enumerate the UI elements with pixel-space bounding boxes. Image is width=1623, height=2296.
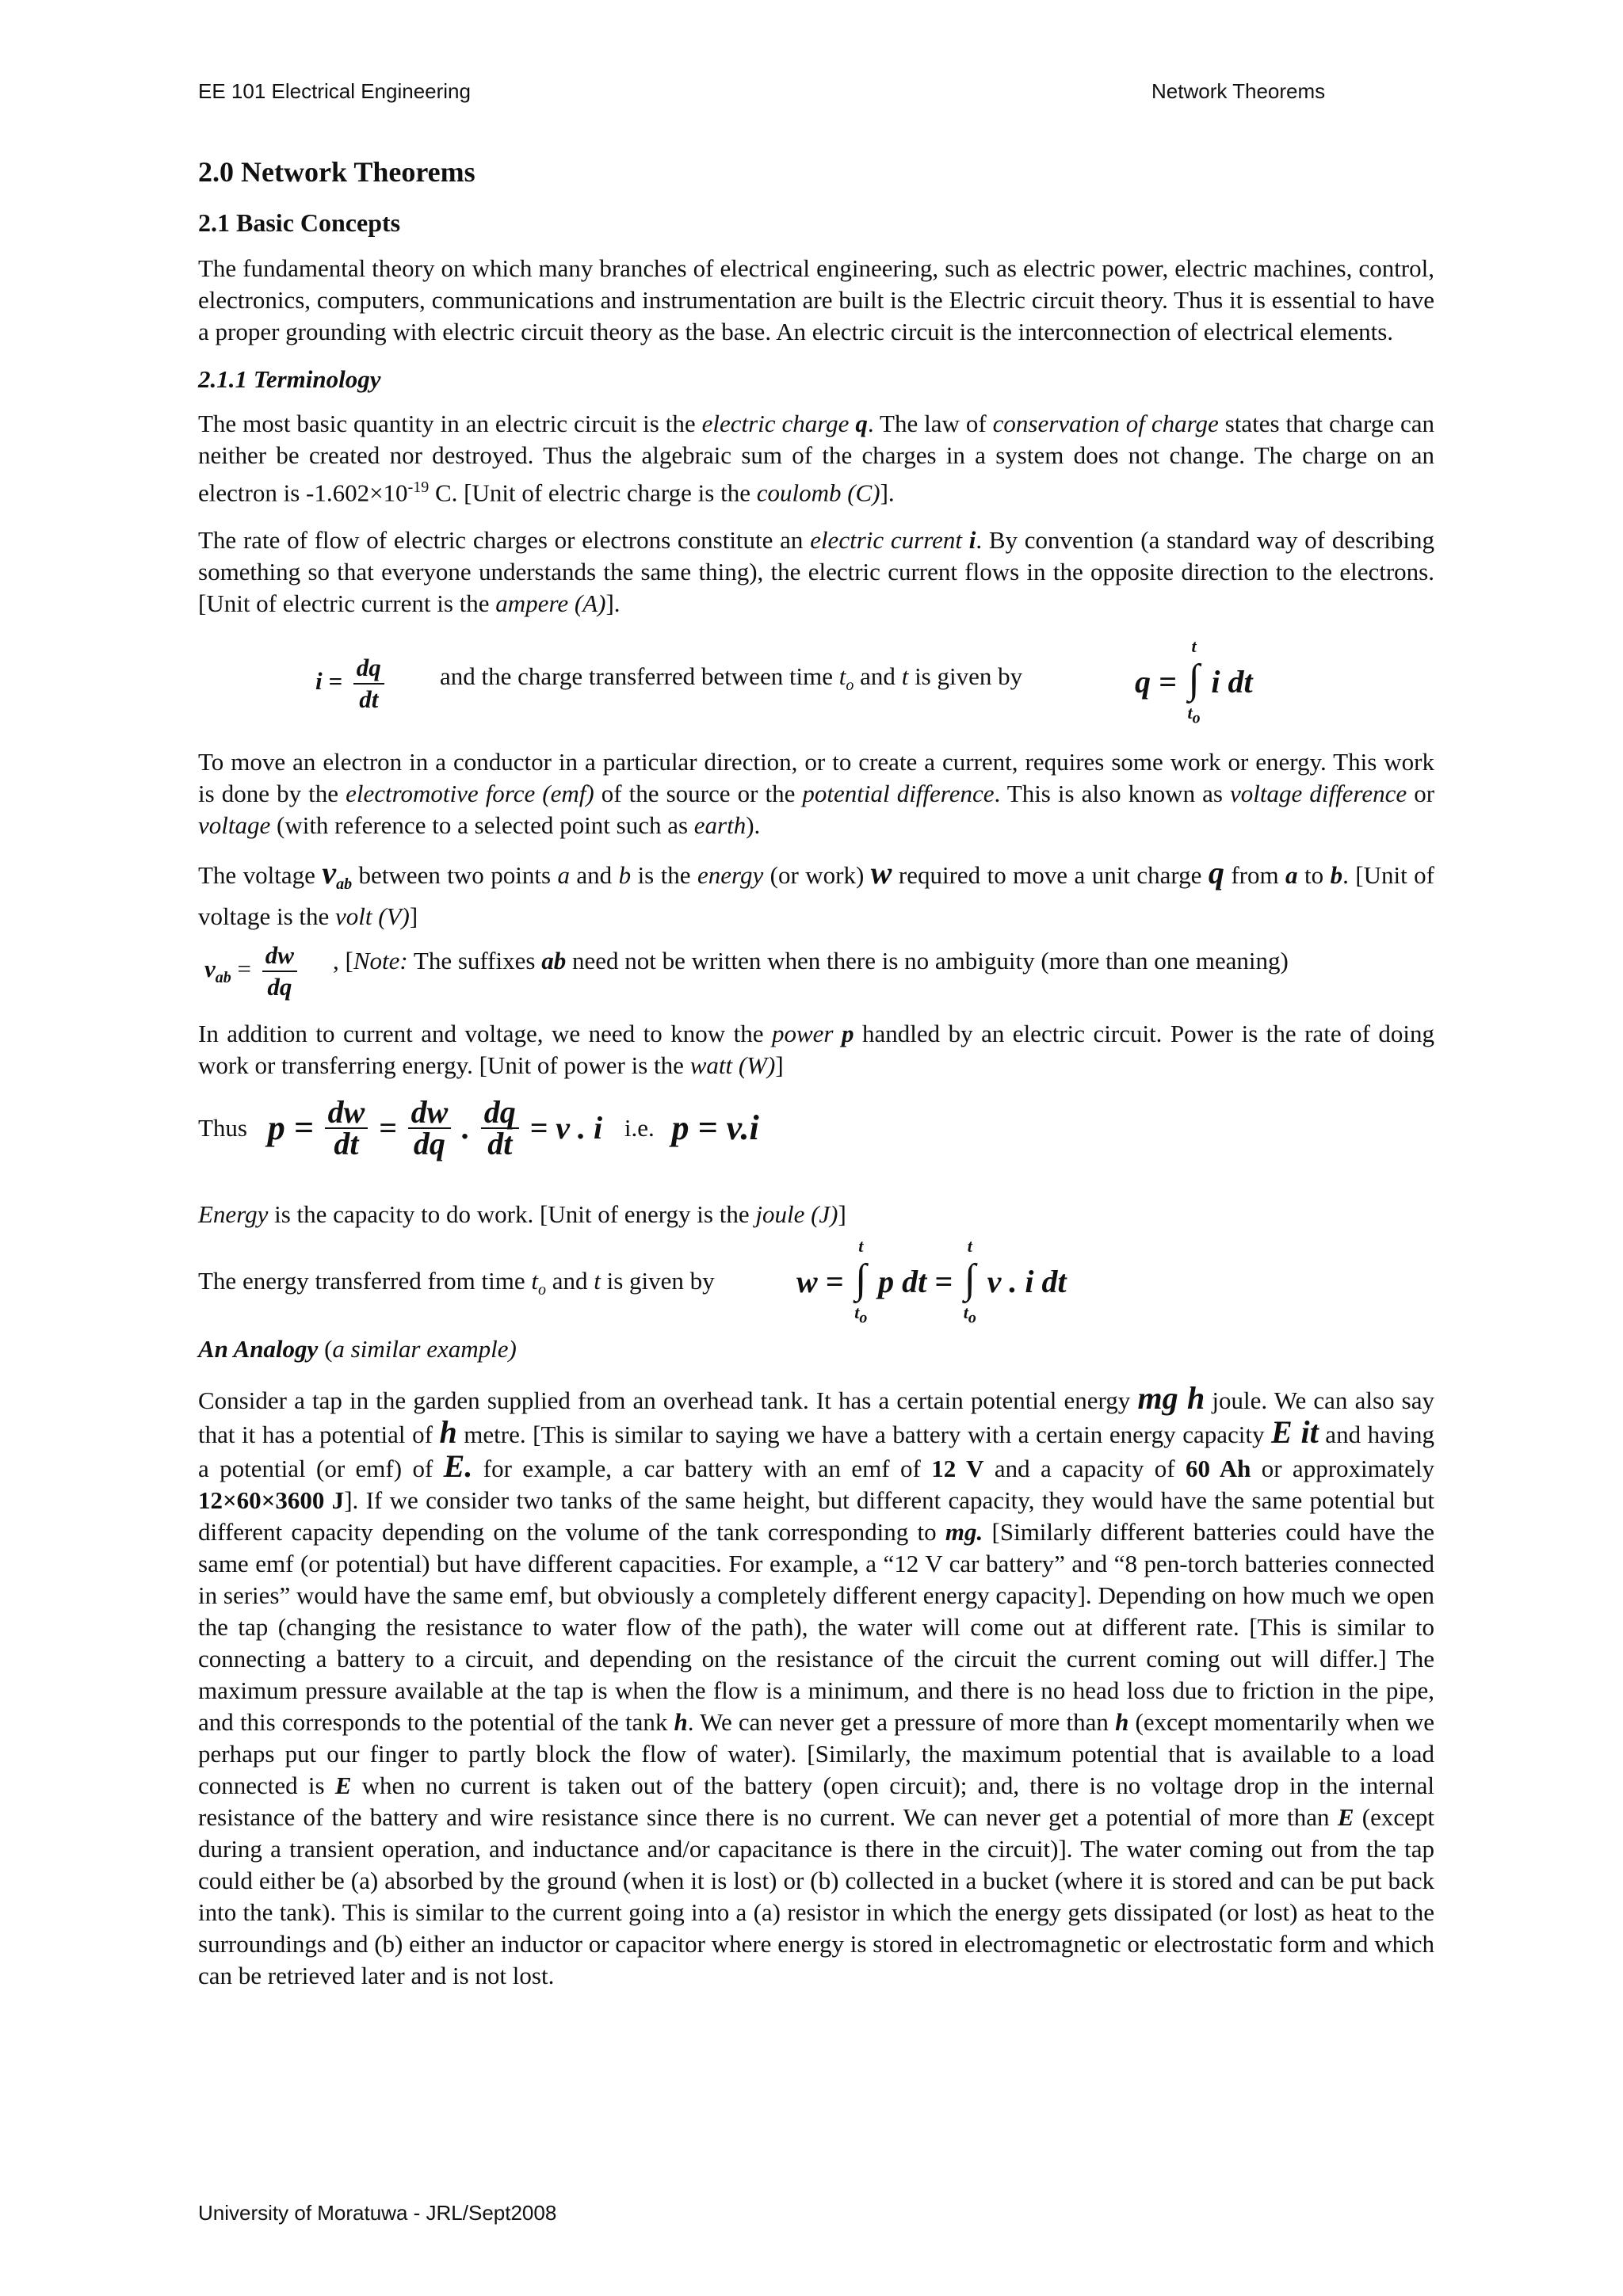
power-equation-row bbox=[198, 1093, 1434, 1191]
suffix-note: , [Note: The suffixes ab need not be written when there is no ambiguity (more than one meaning) bbox=[333, 946, 1289, 974]
current-paragraph: The rate of flow of electric charges or electrons constitute an electric current i. By convention (a standard way of describing something so that everyone understands the same thing), the electric current flows in the opposite direction to the electrons. [Unit of electric current is the ampere (A)]. bbox=[198, 526, 1434, 618]
charge-integral: q = t ∫ $t_o$ i dt bbox=[1135, 636, 1253, 727]
subsubsection-heading: 2.1.1 Terminology bbox=[198, 365, 381, 393]
voltage-derivative: $v_{ab}$ = $\frac{dw}{dq}$ bbox=[204, 940, 302, 1002]
charge-transfer-text: and the charge transferred between time $t_o$ and t is given by bbox=[440, 662, 1023, 695]
power-equation: Thus p = $\frac{dw}{dt}$ = $\frac{dw}{dq}$ . $\frac{dq}{dt}$ = v . i i.e. p = v.i bbox=[198, 1093, 759, 1161]
current-equation-row bbox=[198, 635, 1434, 738]
energy-paragraph: Energy is the capacity to do work. [Unit of energy is the joule (J)] bbox=[198, 1199, 846, 1228]
subsection-heading: 2.1 Basic Concepts bbox=[198, 208, 401, 237]
energy-transfer-text: The energy transferred from time $t_o$ and t is given by bbox=[198, 1266, 715, 1299]
voltage-paragraph: The voltage $v_{ab}$ between two points a and b is the energy (or work) w required to move a unit charge q from a to b. [Unit of voltage is the volt (V)] bbox=[198, 855, 1434, 930]
analogy-paragraph: Consider a tap in the garden supplied from an overhead tank. It has a certain potential energy mg h joule. We can also say that it has a potential of h metre. [This is similar to saying we have a battery with a certain energy capacity E it and having a potential (or emf) of E. for example, a car battery with an emf of 12 V and a capacity of 60 Ah or approximately 12×60×3600 J]. If we consider two tanks of the same height, but different capacity, they would have the same potential but different capacity depending on the volume of the tank corresponding to mg. [Similarly different batteries could have the same emf (or potential) but have different capacities. For example, a “12 V car battery” and “8 pen-torch batteries connected in series” would have the same emf, but obviously a completely different energy capacity]. Depending on how much we open the tap (changing the resistance to water flow of the path), the water will come out at different rate. [This is similar to connecting a battery to a circuit, and depending on the resistance of the circuit the current coming out will differ.] The maximum pressure available at the tap is when the flow is a minimum, and there is no head loss due to friction in the pipe, and this corresponds to the potential of the tank h. We can never get a pressure of more than h (except momentarily when we perhaps put our finger to partly block the flow of water). [Similarly, the maximum potential that is available to a load connected is E when no current is taken out of the battery (open circuit); and, there is no voltage drop in the internal resistance of the battery and wire resistance since there is no current. We can never get a potential of more than E (except during a transient operation, and inductance and/or capacitance is there in the circuit)]. The water coming out from the tap could either be (a) absorbed by the ground (when it is lost) or (b) collected in a bucket (where it is stored and can be put back into the tank). This is similar to the current going into a (a) resistor in which the energy gets dissipated (or lost) as heat to the surroundings and (b) either an inductor or capacitor where energy is stored in electromagnetic or electrostatic form and which can be retrieved later and is not lost. bbox=[198, 1379, 1435, 1989]
current-derivative: i = $\frac{dq}{dt}$ bbox=[315, 653, 389, 715]
footer-text: University of Moratuwa - JRL/Sept2008 bbox=[198, 2201, 557, 2225]
charge-paragraph: The most basic quantity in an electric circuit is the electric charge q. The law of conservation of charge states that charge can neither be created nor destroyed. Thus the algebraic sum of the charges in a system does not change. The charge on an electron is $-1.602\times 10^{-19}$ C. [Unit of electric charge is the coulomb (C)]. bbox=[198, 410, 1434, 507]
emf-paragraph: To move an electron in a conductor in a particular direction, or to create a current, requires some work or energy. This work is done by the electromotive force (emf) of the source or the potential difference. This is also known as voltage difference or voltage (with reference to a selected point such as earth). bbox=[198, 748, 1435, 840]
analogy-heading: An Analogy (a similar example) bbox=[198, 1334, 517, 1363]
energy-equation-row bbox=[198, 1235, 1434, 1333]
header-right: Network Theorems bbox=[1151, 79, 1326, 103]
main-content bbox=[198, 154, 1434, 2008]
power-paragraph: In addition to current and voltage, we need to know the power p handled by an electric circuit. Power is the rate of doing work or transferring energy. [Unit of power is the watt (W)] bbox=[198, 1019, 1435, 1079]
energy-integral: w = t ∫ $t_o$ p dt = t ∫ $t_o$ v . i dt bbox=[796, 1235, 1067, 1326]
voltage-equation-row bbox=[198, 940, 1434, 1013]
header-left: EE 101 Electrical Engineering bbox=[198, 79, 471, 103]
intro-paragraph: The fundamental theory on which many branches of electrical engineering, such as electric power, electric machines, control, electronics, computers, communications and instrumentation are built is the Electric circuit theory. Thus it is essential to have a proper grounding with electric circuit theory as the base. An electric circuit is the interconnection of electrical elements. bbox=[198, 254, 1434, 345]
section-heading: 2.0 Network Theorems bbox=[198, 156, 475, 188]
